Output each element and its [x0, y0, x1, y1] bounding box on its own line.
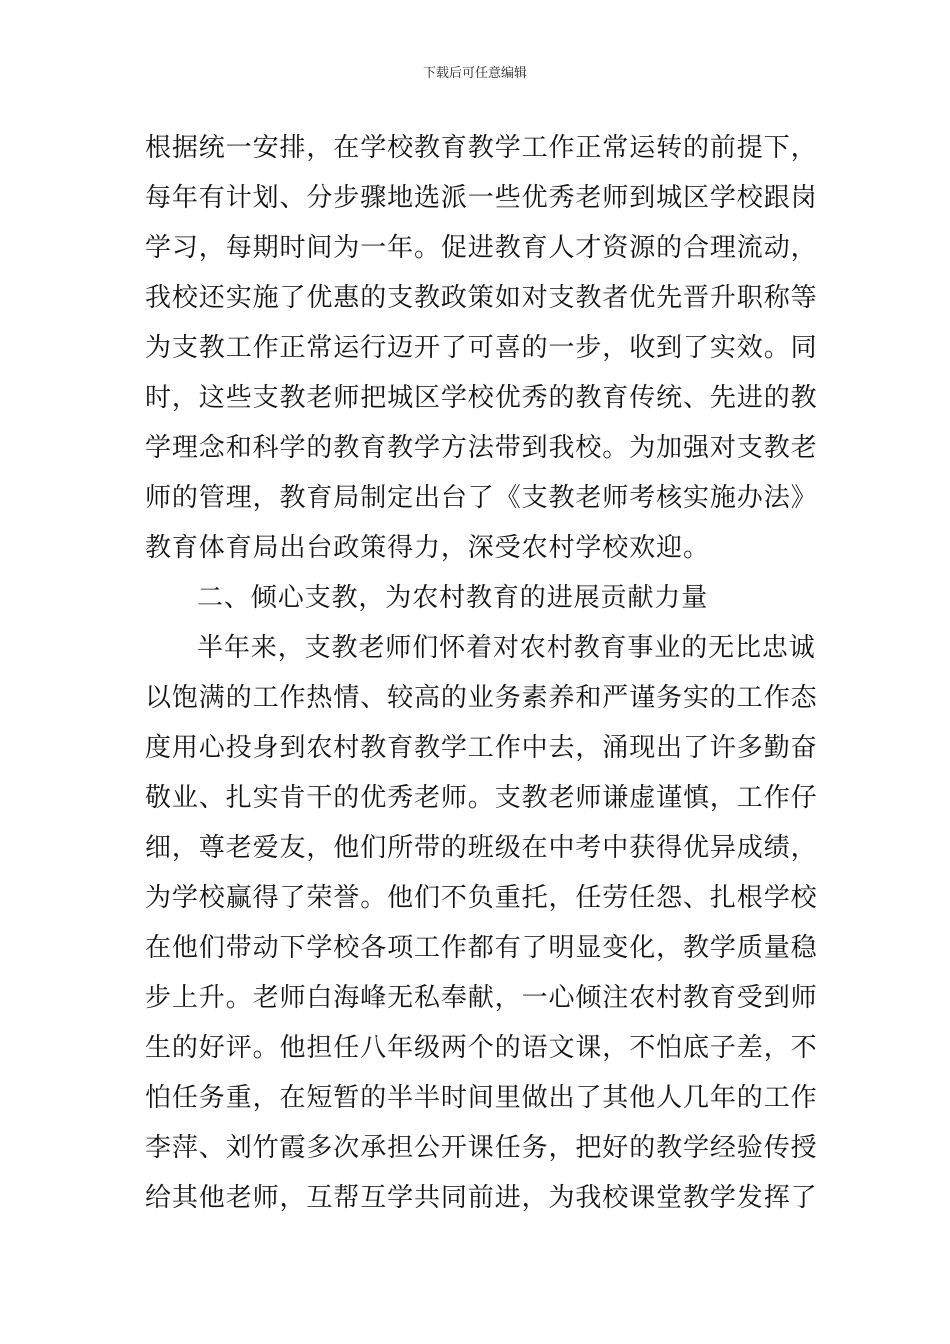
text-line: 时，这些支教老师把城区学校优秀的教育传统、先进的教	[145, 383, 818, 413]
text-line: 为学校赢得了荣誉。他们不负重托，任劳任怨、扎根学校	[145, 883, 818, 913]
text-line: 怕任务重，在短暂的半半时间里做出了其他人几年的工作	[145, 1083, 818, 1113]
text-line: 生的好评。他担任八年级两个的语文课，不怕底子差，不	[145, 1033, 818, 1063]
text-line: 细，尊老爱友，他们所带的班级在中考中获得优异成绩，	[145, 833, 818, 863]
text-line: 根据统一安排，在学校教育教学工作正常运转的前提下，	[145, 133, 818, 163]
text-line: 我校还实施了优惠的支教政策如对支教者优先晋升职称等	[145, 283, 818, 313]
text-line: 学理念和科学的教育教学方法带到我校。为加强对支教老	[145, 433, 818, 463]
text-line: 给其他老师，互帮互学共同前进，为我校课堂教学发挥了	[145, 1183, 818, 1213]
text-line: 为支教工作正常运行迈开了可喜的一步，收到了实效。同	[145, 333, 818, 363]
body-text	[145, 123, 818, 1223]
text-line: 以饱满的工作热情、较高的业务素养和严谨务实的工作态	[145, 683, 818, 713]
text-line: 教育体育局出台政策得力，深受农村学校欢迎。	[145, 533, 710, 563]
section-heading: 二、倾心支教，为农村教育的进展贡献力量	[197, 583, 709, 613]
text-line: 师的管理，教育局制定出台了《支教老师考核实施办法》	[145, 483, 818, 513]
text-line: 度用心投身到农村教育教学工作中去，涌现出了许多勤奋	[145, 733, 818, 763]
text-line: 步上升。老师白海峰无私奉献，一心倾注农村教育受到师	[145, 983, 818, 1013]
text-line: 学习，每期时间为一年。促进教育人才资源的合理流动，	[145, 233, 818, 263]
page-header-note: 下载后可任意编辑	[422, 66, 527, 81]
text-line: 李萍、刘竹霞多次承担公开课任务，把好的教学经验传授	[145, 1133, 818, 1163]
paragraph-first-line: 半年来，支教老师们怀着对农村教育事业的无比忠诚	[197, 633, 816, 663]
text-line: 敬业、扎实肯干的优秀老师。支教老师谦虚谨慎，工作仔	[145, 783, 818, 813]
text-line: 每年有计划、分步骤地选派一些优秀老师到城区学校跟岗	[145, 183, 818, 213]
text-line: 在他们带动下学校各项工作都有了明显变化，教学质量稳	[145, 933, 818, 963]
